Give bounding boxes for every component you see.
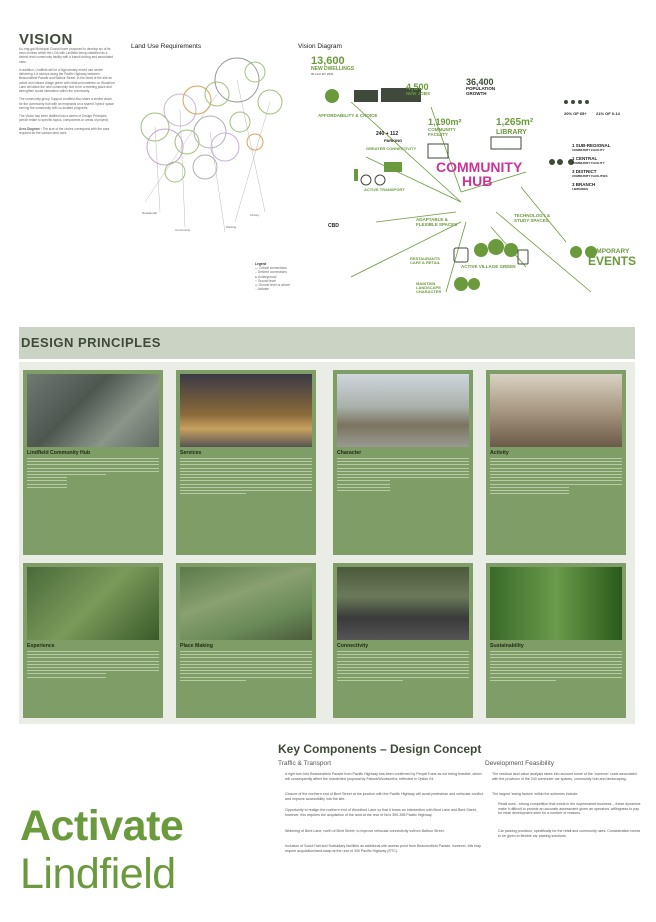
legend-item: — Critical connections [255, 266, 287, 271]
card-services [176, 370, 316, 555]
traffic-point-2: Closure of the northern end of Bent Street at the junction with the Pacific Highway will avoid pedestrian and vehicular conflict, and improve accessibility into the site. [285, 792, 484, 801]
area-diagram-text: The size of the circles correspond with the area required for the various land uses. [19, 126, 110, 136]
card-sustainability [486, 563, 626, 718]
card-title: Services [180, 450, 202, 456]
jobs-label: NEW JOBS [406, 91, 431, 96]
vision-text [19, 47, 116, 135]
brand-activate: Activate [20, 802, 184, 850]
node-parking: Parking [226, 225, 237, 229]
parking-label: PARKING [384, 138, 403, 143]
dwellings-label: NEW DWELLINGS [311, 66, 355, 72]
design-principles-title: DESIGN PRINCIPLES [21, 335, 161, 350]
cbd-label: CBD [328, 223, 339, 229]
brand-lindfield: Lindfield [20, 850, 176, 898]
pct-old: 20% OF 65+ [564, 111, 587, 116]
traffic-point-1: A right turn into Beaconsfield Parade from Pacific Highway has been confirmed by PeopleTrans as not being feasible, which will consequently affect the unsolicited proposal by Fabcot/Woolworths, reflected in Option 04. [285, 772, 482, 781]
green-wall-photo [490, 567, 622, 640]
feasibility-point-1: The residual land value analysis takes into account some of the 'common' costs associated with the provision of the 240 commuter car spaces, community hub and landscaping. [492, 772, 637, 781]
park-photo [27, 567, 159, 640]
population-number: 36,400 [466, 77, 494, 87]
feasibility-point-2: The largest 'swing factors' within the schemes include: [492, 792, 579, 796]
legend-item: ◌ Activate [255, 287, 269, 292]
dwellings-sub: IN LGA BY 2031 [311, 72, 334, 76]
card-title: Sustainability [490, 643, 524, 649]
vision-para-4: The Vision has been distilled into a series of Design Principles (which relate to specific topics, components or areas of project). [19, 114, 109, 123]
population-label: POPULATION GROWTH [466, 86, 496, 96]
card-place-making [176, 563, 316, 718]
village-green-label: ACTIVE VILLAGE GREEN [461, 264, 516, 269]
bike-wheel [361, 175, 371, 185]
branch-sub: LIBRARIES [572, 187, 589, 191]
hub-title-2: HUB [462, 173, 493, 189]
card-title: Place Making [180, 643, 213, 649]
active-transport-label: ACTIVE TRANSPORT [364, 187, 405, 192]
feasibility-point-4: Car parking provision, specifically for the retail and community uses. Consideration needs to be given to flexible car parking solutions. [498, 829, 641, 838]
restaurants-label: RESTAURANTS CAFE & RETAIL [410, 256, 441, 265]
card-title: Lindfield Community Hub [27, 450, 91, 456]
technology-label: TECHNOLOGY & STUDY SPACES [514, 213, 551, 223]
traffic-point-5: Inclusion of Scout Hall and Subsidiary facilities as additional site access point from Beaconsfield Parade, however, this may require acquisition/land-swap at the rear of 390 Pacific Highway (RTC). [285, 844, 481, 853]
dwellings-number: 13,600 [311, 55, 345, 67]
area-diagram-label: Area Diagram : [19, 126, 42, 131]
card-title: Connectivity [337, 643, 369, 649]
land-use-diagram [125, 52, 285, 262]
legend-item: -- Desired connections [255, 270, 287, 275]
connectivity-label: GREATER CONNECTIVITY [366, 146, 417, 151]
card-lindfield-hub [23, 370, 163, 555]
card-title: Experience [27, 643, 55, 649]
affordability-label: AFFORDABILITY & CHOICE [318, 113, 378, 118]
central-sub: COMMUNITY FACILITY [572, 161, 605, 165]
design-header-band [19, 327, 635, 359]
jobs-number: 4,500 [406, 82, 429, 92]
aerial-photo [27, 374, 159, 447]
vision-para-2: In addition, Lindfield will be a high density mixed use centre delivering 4-6 storeys along the Pacific Highway between Beaconsfield Parade and Balfour Street. In the heart of the site an active and vibrant village green with retail and eateries on Woodford Lane will allow the new community hub to be a meeting place and strengthen social interaction within the community. [19, 68, 115, 94]
events-label: EVENTS [588, 254, 637, 268]
road-photo [337, 567, 469, 640]
vision-para-1: Ku-ring-gai Municipal Council have proposed to develop six of its town centres within the LGA with Lindfield being classified as a district level community facility with a transit driving and associated uses. [19, 47, 114, 64]
plaza-photo [180, 567, 312, 640]
parking-number: 240 + 112 [376, 131, 399, 137]
card-connectivity [333, 563, 473, 718]
landscape-label: MAINTAIN LANDSCAPE CHARACTER [416, 281, 442, 294]
hub-title-1: COMMUNITY [436, 159, 523, 175]
card-experience [23, 563, 163, 718]
vision-title: VISION [19, 31, 73, 48]
building-photo [180, 374, 312, 447]
node-residential: Residential [142, 211, 157, 215]
central: 1 CENTRAL [572, 156, 598, 161]
legend-title: Legend [255, 262, 267, 266]
card-title: Activity [490, 450, 509, 456]
legend [255, 262, 290, 291]
feasibility-heading: Development Feasibility [485, 760, 555, 767]
sub-regional-sub: COMMUNITY FACILITY [572, 148, 605, 152]
street-photo [337, 374, 469, 447]
vision-diagram [296, 52, 641, 310]
adaptable-label: ADAPTABLE & FLEXIBLE SPACES [416, 217, 458, 227]
building-icon [354, 90, 378, 102]
traffic-point-4: Widening of Bent Lane, north of Bent Street, to improve vehicular connectivity to/from Balfour Street. [285, 829, 445, 833]
node-library: Library [250, 213, 260, 217]
branch: 3 BRANCH [572, 182, 596, 187]
pct-young: 21% OF 0-14 [596, 111, 620, 116]
district: 3 DISTRICT [572, 169, 597, 174]
vision-diagram-title: Vision Diagram [298, 43, 342, 50]
traffic-heading: Traffic & Transport [278, 760, 332, 767]
legend-item: ○ Ground level [255, 278, 276, 283]
card-activity [486, 370, 626, 555]
temporary-label: TEMPORARY [588, 248, 630, 255]
market-photo [490, 374, 622, 447]
legend-item: ◎ Ground level or above [255, 283, 291, 288]
community-facility-number: 1,190m² [428, 117, 462, 127]
district-sub: COMMUNITY FACILITIES [572, 174, 608, 178]
sub-regional: 1 SUB-REGIONAL [572, 143, 611, 148]
library-label: LIBRARY [496, 129, 527, 136]
legend-item: ● Underground [255, 274, 277, 279]
card-character [333, 370, 473, 555]
traffic-point-3: Opportunity to realign the northern end of Woodford Lane so that it forms an intersection with Bent Lane and Bent Street, however, this requires the acquisition of the land at the rear of No's 390-398 Pacific Highway. [285, 808, 477, 817]
community-facility-label: COMMUNITY FACILITY [428, 127, 456, 137]
key-components-title: Key Components – Design Concept [278, 742, 482, 756]
feasibility-point-3: Retail uses - strong competition that exists in the supermarket business – these dynamics make it difficult to provide an accurate assessment given an operators' willingness to pay for retail development sites for a number of reasons. [498, 802, 641, 816]
node-community: Community [175, 228, 191, 232]
card-title: Character [337, 450, 362, 456]
land-use-title: Land Use Requirements [131, 43, 202, 50]
vision-para-3: The community group Support Lindfield also share a similar vision for the community hub with an emphasis on a shared 'hybrid' space serving the community with co-located programs. [19, 97, 114, 110]
library-number: 1,265m² [496, 117, 534, 128]
